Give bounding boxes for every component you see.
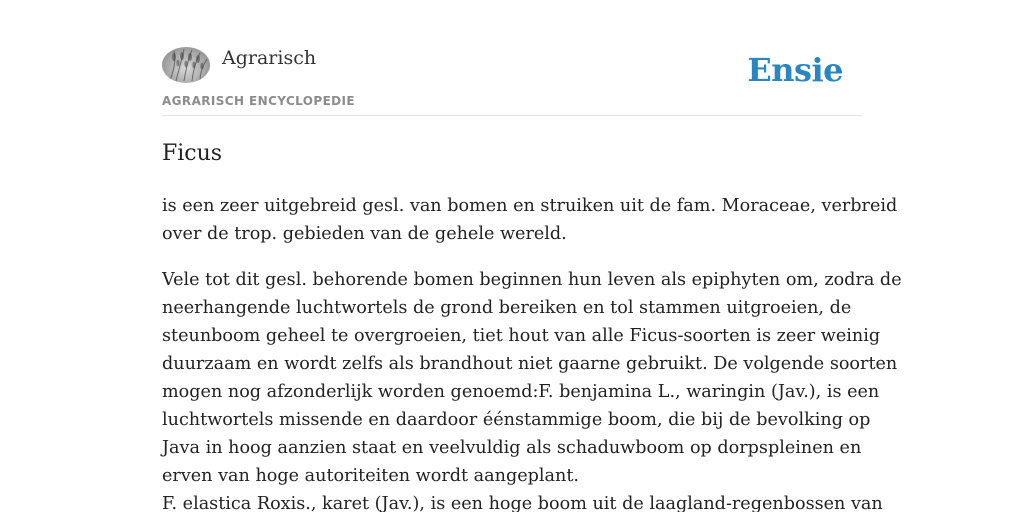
text-line: erven van hoge autoriteiten wordt aangeplant. [162, 466, 580, 486]
text-line: neerhangende luchtwortels de grond bereiken en tol stammen uitgroeien, de [162, 298, 852, 318]
text-line: steunboom geheel te overgroeien, tiet hout van alle Ficus-soorten is zeer weinig [162, 326, 881, 346]
site-title[interactable]: Agrarisch [222, 47, 317, 69]
site-header [162, 0, 862, 116]
text-line: Vele tot dit gesl. behorende bomen beginnen hun leven als epiphyten om, zodra de [162, 270, 902, 290]
article-body [162, 192, 902, 512]
paragraph-description [162, 266, 902, 512]
ensie-brand-link[interactable]: Ensie [747, 51, 843, 89]
text-line: Java in hoog aanzien staat en veelvuldig als schaduwboom op dorpspleinen en [162, 438, 862, 458]
text-line: luchtwortels missende en daardoor éénstammige boom, die bij de bevolking op [162, 410, 871, 430]
paragraph-intro [162, 192, 898, 248]
text-line: F. elastica Roxis., karet (Jav.), is een hoge boom uit de laagland-regenbossen van [162, 494, 883, 512]
site-subtitle: AGRARISCH ENCYCLOPEDIE [162, 94, 355, 108]
content-column [162, 0, 902, 512]
wheat-ears-logo-icon[interactable] [162, 47, 210, 83]
text-line: duurzaam en wordt zelfs als brandhout niet gaarne gebruikt. De volgende soorten [162, 354, 898, 374]
article-title: Ficus [162, 141, 223, 166]
text-line: over de trop. gebieden van de gehele wereld. [162, 224, 567, 244]
text-line: is een zeer uitgebreid gesl. van bomen en struiken uit de fam. Moraceae, verbreid [162, 196, 898, 216]
text-line: mogen nog afzonderlijk worden genoemd:F. benjamina L., waringin (Jav.), is een [162, 382, 880, 402]
